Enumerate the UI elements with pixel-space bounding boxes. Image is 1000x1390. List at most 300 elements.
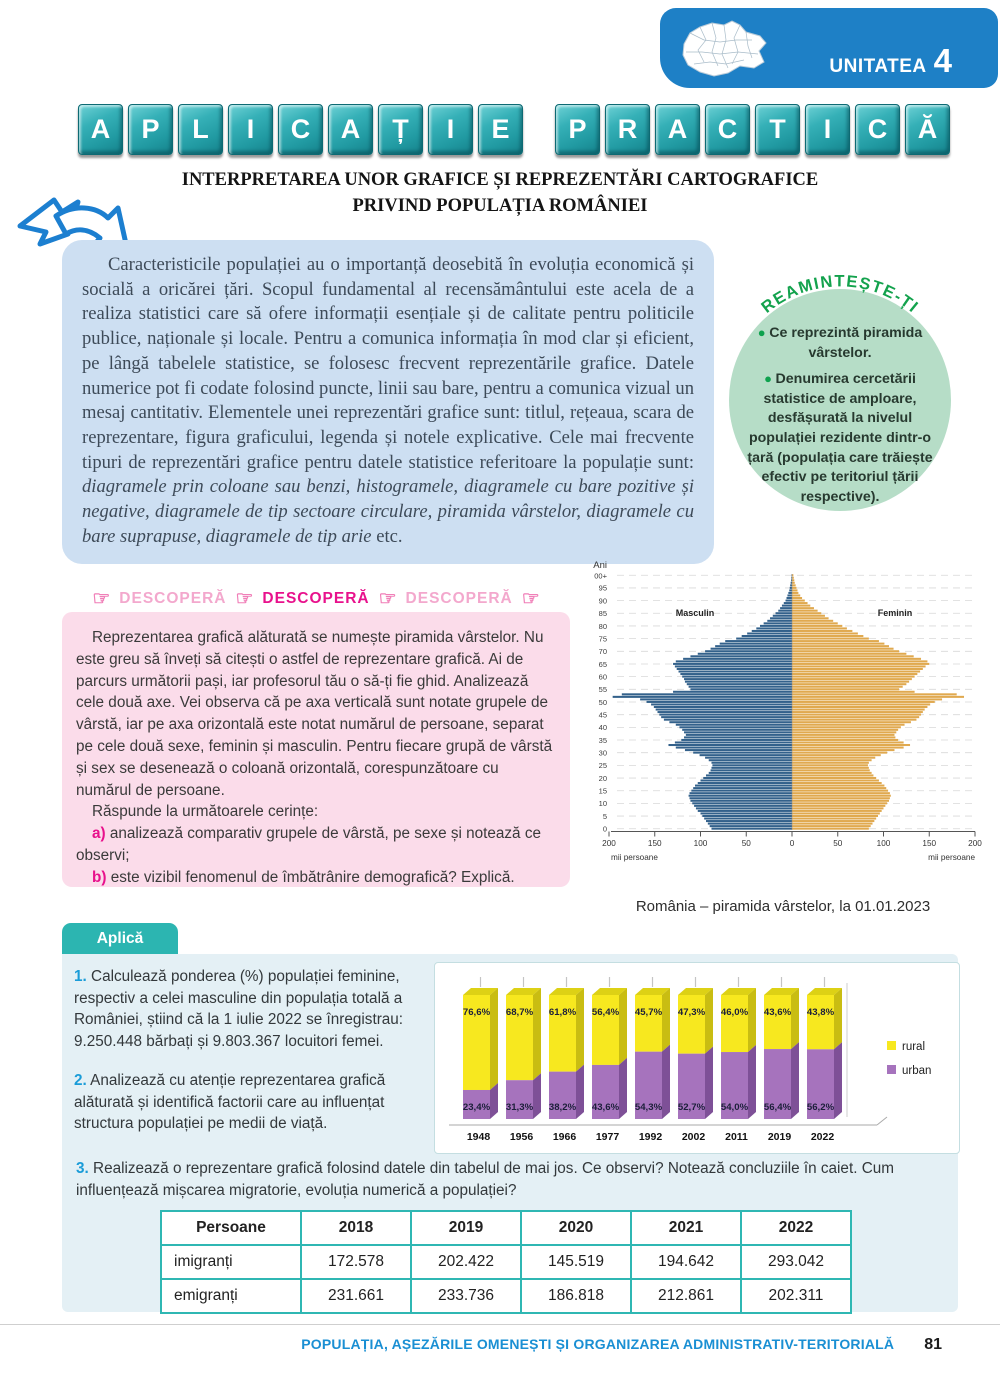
pyramid-bar-feminin — [792, 805, 885, 807]
pyramid-bar-masculin — [687, 683, 792, 685]
pyramid-label: 65 — [598, 659, 607, 669]
pyramid-bar-masculin — [683, 658, 792, 660]
pyramid-bar-masculin — [715, 645, 792, 647]
pyramid-bar-feminin — [792, 653, 906, 655]
table-row-label: emigranți — [161, 1279, 301, 1313]
pyramid-bar-feminin — [792, 779, 879, 781]
pyramid-bar-feminin — [792, 640, 879, 642]
pyramid-bar-masculin — [710, 825, 792, 827]
title-tile: C — [278, 104, 323, 155]
chart-floor-diagonal — [877, 1117, 887, 1125]
urban-percent-label: 52,7% — [677, 1102, 706, 1113]
rural-bar-side — [748, 988, 756, 1052]
remember-title-arc — [700, 252, 980, 372]
pyramid-bar-feminin — [792, 797, 890, 799]
pyramid-bar-masculin — [782, 605, 792, 607]
pyramid-bar-feminin — [792, 757, 875, 759]
pyramid-bar-feminin — [792, 673, 917, 675]
exercise-3-number: 3. — [76, 1160, 89, 1177]
pyramid-bar-feminin — [792, 688, 899, 690]
romania-map-icon — [674, 16, 774, 80]
legend-swatch-rural — [887, 1041, 896, 1050]
pyramid-bar-masculin — [784, 602, 792, 604]
pyramid-bar-feminin — [792, 577, 794, 579]
table-header-cell: Persoane — [161, 1211, 301, 1245]
migration-table — [160, 1210, 852, 1314]
pyramid-bar-masculin — [701, 812, 793, 814]
pyramid-bar-masculin — [654, 706, 792, 708]
pyramid-bar-masculin — [770, 617, 792, 619]
pyramid-bar-masculin — [780, 607, 792, 609]
title-tile: A — [655, 104, 700, 155]
title-tile: C — [855, 104, 900, 155]
urban-bar-side — [705, 1047, 713, 1119]
pyramid-bar-feminin — [792, 594, 800, 596]
bullet-icon: ● — [764, 371, 776, 387]
bar-chart-svg — [435, 963, 957, 1151]
pyramid-bar-masculin — [789, 589, 792, 591]
pyramid-bar-feminin — [792, 643, 884, 645]
pointing-hand-icon: ☞ — [521, 588, 540, 610]
rural-bar — [721, 995, 748, 1052]
title-tile: A — [328, 104, 373, 155]
pyramid-bar-feminin — [792, 777, 876, 779]
pyramid-bar-masculin — [679, 670, 792, 672]
table-cell: 172.578 — [301, 1245, 411, 1279]
urban-percent-label: 54,0% — [720, 1102, 749, 1113]
pyramid-bar-masculin — [675, 741, 792, 743]
aplica-tab: Aplică — [62, 923, 178, 954]
pyramid-bar-feminin — [792, 724, 905, 726]
pyramid-bar-masculin — [711, 767, 792, 769]
pyramid-bar-masculin — [659, 714, 792, 716]
pyramid-bar-feminin — [792, 721, 911, 723]
pyramid-label: 40 — [598, 723, 607, 733]
rural-bar — [635, 995, 662, 1052]
pyramid-bar-masculin — [720, 643, 792, 645]
table-cell: 231.661 — [301, 1279, 411, 1313]
urban-percent-label: 43,6% — [591, 1102, 620, 1113]
title-word-gap — [528, 104, 550, 155]
pyramid-bar-masculin — [790, 584, 792, 586]
pyramid-bar-feminin — [792, 600, 805, 602]
year-label: 1992 — [638, 1131, 663, 1143]
footer-divider — [0, 1324, 1000, 1325]
pyramid-bar-masculin — [690, 792, 792, 794]
pyramid-bar-feminin — [792, 663, 929, 665]
pyramid-bar-masculin — [711, 762, 792, 764]
pyramid-bar-masculin — [701, 779, 793, 781]
table-cell: 233.736 — [411, 1279, 521, 1313]
pyramid-bar-feminin — [792, 696, 964, 698]
year-label: 2019 — [767, 1131, 792, 1143]
pyramid-label: Ani — [593, 560, 607, 571]
rural-percent-label: 43,6% — [763, 1007, 792, 1018]
year-label: 2011 — [725, 1131, 748, 1143]
pyramid-bar-masculin — [677, 668, 792, 670]
pyramid-bar-feminin — [792, 716, 919, 718]
pyramid-bar-feminin — [792, 693, 957, 695]
descopera-label: DESCOPERĂ — [262, 590, 370, 607]
descopera-label: DESCOPERĂ — [405, 590, 513, 607]
urban-bar-side — [533, 1073, 541, 1119]
rural-percent-label: 45,7% — [634, 1007, 663, 1018]
pyramid-bar-feminin — [792, 686, 903, 688]
rural-percent-label: 56,4% — [591, 1007, 620, 1018]
pyramid-bar-feminin — [792, 802, 887, 804]
item-a-label: a) — [92, 825, 106, 843]
pyramid-bar-feminin — [792, 605, 810, 607]
descopera-strip — [62, 589, 570, 609]
pyramid-bar-feminin — [792, 731, 896, 733]
pyramid-bar-masculin — [690, 688, 792, 690]
pyramid-bar-masculin — [673, 663, 792, 665]
pyramid-label: 20 — [598, 773, 607, 783]
urban-bar-side — [619, 1058, 627, 1119]
footer — [0, 1336, 942, 1354]
pyramid-bar-masculin — [711, 769, 792, 771]
rural-bar — [592, 995, 619, 1065]
pyramid-bar-feminin — [792, 622, 838, 624]
pyramid-bar-feminin — [792, 726, 901, 728]
pyramid-label: Feminin — [877, 608, 913, 618]
pyramid-bar-feminin — [792, 815, 878, 817]
pyramid-bar-masculin — [689, 795, 792, 797]
title-tile: R — [605, 104, 650, 155]
pyramid-bar-feminin — [792, 620, 833, 622]
pyramid-bar-feminin — [792, 681, 909, 683]
pyramid-bar-feminin — [792, 676, 915, 678]
title-tile: A — [78, 104, 123, 155]
urban-bar-side — [662, 1045, 670, 1119]
pyramid-bar-masculin — [682, 729, 792, 731]
pyramid-bar-masculin — [706, 774, 792, 776]
title-tile: L — [178, 104, 223, 155]
pyramid-label: 50 — [598, 697, 607, 707]
legend-swatch-urban — [887, 1065, 896, 1074]
exercise-2-text: Analizează cu atenție reprezentarea grafică alăturată și identifică factorii care au influențat structura populației pe medii de viață. — [74, 1072, 386, 1133]
pyramid-bar-feminin — [792, 632, 858, 634]
pyramid-bar-feminin — [792, 800, 889, 802]
pyramid-bar-feminin — [792, 729, 898, 731]
pyramid-bar-feminin — [792, 828, 869, 830]
pointing-hand-icon: ☞ — [378, 588, 397, 610]
pyramid-bar-feminin — [792, 772, 872, 774]
pyramid-label: 90 — [598, 596, 607, 606]
pyramid-bar-feminin — [792, 747, 904, 749]
remember-item: ● Denumirea cercetării statistice de amploare, desfășurată la nivelul populației rezidente dintr-o țară (populația care trăiește efectiv pe teritoriul țării respective). — [747, 371, 933, 505]
pyramid-label: 30 — [598, 748, 607, 758]
pyramid-label: 85 — [598, 609, 607, 619]
pyramid-bar-feminin — [792, 589, 797, 591]
table-cell: 186.818 — [521, 1279, 631, 1313]
pyramid-label: 5 — [602, 811, 607, 821]
pyramid-bar-masculin — [664, 719, 792, 721]
legend-label-rural: rural — [902, 1041, 926, 1053]
urban-percent-label: 31,3% — [505, 1102, 534, 1113]
pointing-hand-icon: ☞ — [92, 588, 111, 610]
pyramid-bar-masculin — [681, 739, 792, 741]
pyramid-bar-masculin — [675, 665, 792, 667]
rural-percent-label: 76,6% — [462, 1007, 491, 1018]
pyramid-bar-masculin — [694, 805, 792, 807]
pyramid-bar-feminin — [792, 782, 882, 784]
pyramid-label: Masculin — [675, 608, 715, 618]
pyramid-bar-masculin — [705, 757, 792, 759]
pyramid-bar-feminin — [792, 602, 808, 604]
rural-bar-side — [705, 988, 713, 1054]
pyramid-bar-masculin — [773, 615, 792, 617]
rural-bar-side — [619, 988, 627, 1065]
pyramid-bar-masculin — [684, 736, 792, 738]
table-header-cell: 2022 — [741, 1211, 851, 1245]
pyramid-bar-feminin — [792, 792, 890, 794]
rural-bar — [807, 995, 834, 1049]
urban-percent-label: 54,3% — [634, 1102, 663, 1113]
pyramid-bar-masculin — [790, 587, 792, 589]
pyramid-bar-masculin — [752, 630, 792, 632]
pyramid-bar-feminin — [792, 648, 894, 650]
table-cell: 212.861 — [631, 1279, 741, 1313]
pyramid-bar-feminin — [792, 635, 863, 637]
pyramid-label: 0 — [602, 824, 607, 834]
pyramid-bar-masculin — [640, 698, 792, 700]
pyramid-bar-feminin — [792, 810, 882, 812]
table-cell: 293.042 — [741, 1245, 851, 1279]
pyramid-label: 55 — [598, 685, 607, 695]
pyramid-bar-feminin — [792, 787, 886, 789]
pyramid-label: 50 — [741, 839, 751, 848]
pyramid-bar-masculin — [709, 759, 792, 761]
pyramid-bar-masculin — [673, 691, 792, 693]
pyramid-bar-feminin — [792, 660, 927, 662]
rural-percent-label: 47,3% — [677, 1007, 706, 1018]
title-tile: I — [228, 104, 273, 155]
pyramid-bar-masculin — [704, 818, 792, 820]
pyramid-label: 50 — [833, 839, 843, 848]
title-tile: T — [755, 104, 800, 155]
pyramid-bar-feminin — [792, 752, 887, 754]
pyramid-bar-masculin — [711, 648, 792, 650]
pyramid-bar-masculin — [668, 744, 792, 746]
pyramid-bar-masculin — [680, 673, 792, 675]
pyramid-label: 150 — [647, 839, 662, 848]
pyramid-bar-masculin — [736, 638, 792, 640]
footer-title: POPULAȚIA, AȘEZĂRILE OMENEȘTI ȘI ORGANIZAREA ADMINISTRATIV-TERITORIALĂ — [301, 1336, 895, 1352]
pyramid-bar-masculin — [709, 772, 792, 774]
pyramid-bar-masculin — [693, 787, 792, 789]
pyramid-bar-masculin — [703, 777, 792, 779]
urban-percent-label: 56,2% — [806, 1102, 835, 1113]
pyramid-label: mii persoane — [928, 853, 975, 862]
pyramid-bar-feminin — [792, 759, 872, 761]
pyramid-bar-masculin — [725, 640, 792, 642]
page-number: 81 — [924, 1336, 942, 1353]
pyramid-bar-masculin — [776, 612, 792, 614]
pyramid-bar-feminin — [792, 785, 884, 787]
pyramid-bar-masculin — [705, 650, 792, 652]
pyramid-bar-masculin — [657, 711, 792, 713]
pyramid-bar-masculin — [696, 807, 792, 809]
pyramid-bar-feminin — [792, 807, 884, 809]
pyramid-bar-masculin — [656, 709, 792, 711]
intro-segment: Caracteristicile populației au o importanță deosebită în evoluția economică și socială a oricărei țări. Scopul fundamental al recensământului este acela de a realiza statistici care să ofere informații esențiale și de calitate pentru politicile publice, naționale și locale. Pentru a comunica informația în mod clar și eficient, pe lângă tabelele statistice, se folosesc frecvent reprezentările grafice. Datele numerice pot fi codate folosind puncte, linii sau bare, pentru a comunica vizual un mesaj cantitativ. Elementele unei reprezentări grafice sunt: titlul, rețeaua, scara de reprezentare, figura graficului, legenda și notele explicative. Cele mai frecvente tipuri de reprezentări grafice pentru datele statistice referitoare la populație sunt: — [82, 254, 694, 473]
title-tile: C — [705, 104, 750, 155]
unit-number: 4 — [933, 42, 952, 79]
urban-bar-side — [576, 1065, 584, 1119]
pyramid-bar-feminin — [792, 612, 821, 614]
intro-text-box — [62, 240, 714, 564]
pyramid-bar-feminin — [792, 701, 935, 703]
pyramid-bar-feminin — [792, 617, 829, 619]
pyramid-bar-feminin — [792, 734, 894, 736]
title-tile: E — [478, 104, 523, 155]
table-row-label: imigranți — [161, 1245, 301, 1279]
descopera-label: DESCOPERĂ — [119, 590, 227, 607]
rural-bar-side — [662, 988, 670, 1052]
pyramid-bar-feminin — [792, 739, 898, 741]
urban-bar-side — [834, 1042, 842, 1119]
title-tile: Ț — [378, 104, 423, 155]
urban-percent-label: 38,2% — [548, 1102, 577, 1113]
year-label: 2002 — [681, 1131, 706, 1143]
pyramid-svg — [577, 558, 989, 870]
pyramid-bar-feminin — [792, 584, 796, 586]
pyramid-bar-feminin — [792, 630, 852, 632]
pyramid-bar-feminin — [792, 825, 871, 827]
population-pyramid-chart — [577, 558, 989, 870]
pyramid-bar-feminin — [792, 769, 870, 771]
table-header-cell: 2018 — [301, 1211, 411, 1245]
pyramid-bar-masculin — [684, 731, 792, 733]
pyramid-label: 75 — [598, 634, 607, 644]
urban-bar-side — [791, 1042, 799, 1119]
table-header-cell: 2020 — [521, 1211, 631, 1245]
exercise-1-text: Calculează ponderea (%) populației feminine, respectiv a celei masculine din populația totală a României, știind că la 1 iulie 2022 se înregistrau: 9.250.448 bărbați și 9.803.367 locuitori femei. — [74, 968, 404, 1050]
pyramid-bar-masculin — [698, 810, 792, 812]
rural-bar — [678, 995, 705, 1054]
pyramid-bar-masculin — [742, 635, 792, 637]
pyramid-bar-feminin — [792, 706, 927, 708]
pyramid-bar-feminin — [792, 683, 906, 685]
pyramid-bar-feminin — [792, 579, 794, 581]
pyramid-bar-masculin — [676, 747, 792, 749]
pyramid-bar-masculin — [712, 764, 792, 766]
pyramid-bar-masculin — [661, 716, 792, 718]
rural-bar-side — [490, 988, 498, 1090]
pyramid-label: 25 — [598, 761, 607, 771]
year-label: 1956 — [509, 1131, 534, 1143]
table-cell: 194.642 — [631, 1245, 741, 1279]
pyramid-bar-feminin — [792, 670, 920, 672]
pyramid-bar-masculin — [708, 823, 792, 825]
urban-bar — [506, 1080, 533, 1119]
pyramid-bar-feminin — [792, 655, 914, 657]
title-tile: I — [805, 104, 850, 155]
year-label: 1948 — [466, 1131, 491, 1143]
pointing-hand-icon: ☞ — [235, 588, 254, 610]
pyramid-bar-masculin — [689, 686, 792, 688]
pyramid-bar-masculin — [686, 734, 792, 736]
pyramid-bar-masculin — [778, 610, 792, 612]
item-b-label: b) — [92, 868, 107, 886]
pyramid-bar-feminin — [792, 744, 910, 746]
rural-bar — [764, 995, 791, 1049]
pyramid-bar-masculin — [787, 594, 792, 596]
pyramid-bar-masculin — [690, 655, 792, 657]
pyramid-bar-masculin — [692, 802, 792, 804]
item-a-text: analizează comparativ grupele de vârstă, pe sexe și notează ce observi; — [76, 825, 541, 864]
title-tile: P — [555, 104, 600, 155]
pyramid-label: 00+ — [594, 571, 607, 581]
pyramid-bar-feminin — [792, 698, 942, 700]
legend-label-urban: urban — [902, 1065, 932, 1077]
pyramid-bar-feminin — [792, 762, 869, 764]
pyramid-label: 10 — [598, 799, 607, 809]
pyramid-label: 150 — [922, 839, 937, 848]
pyramid-bar-feminin — [792, 691, 915, 693]
bullet-icon: ● — [757, 325, 770, 340]
title-tile: Ă — [905, 104, 950, 155]
page-title — [78, 104, 950, 155]
item-b-text: este vizibil fenomenul de îmbătrânire demografică? Explică. — [110, 868, 515, 886]
pyramid-bar-masculin — [690, 800, 792, 802]
remember-item: ● Ce reprezintă piramida vârstelor. — [757, 325, 923, 361]
pyramid-bar-feminin — [792, 736, 895, 738]
pyramid-bar-feminin — [792, 790, 888, 792]
pyramid-bar-feminin — [792, 818, 876, 820]
pyramid-label: 45 — [598, 710, 607, 720]
pyramid-bar-masculin — [788, 592, 792, 594]
subtitle-line-1: INTERPRETAREA UNOR GRAFICE ȘI REPREZENTĂRI CARTOGRAFICE — [181, 170, 819, 190]
rural-bar-side — [834, 988, 842, 1049]
pyramid-bar-masculin — [651, 703, 792, 705]
pyramid-bar-feminin — [792, 610, 818, 612]
urban-bar-side — [748, 1045, 756, 1119]
pyramid-bar-feminin — [792, 627, 847, 629]
pyramid-label: 35 — [598, 735, 607, 745]
pyramid-bar-masculin — [747, 632, 792, 634]
pyramid-bar-feminin — [792, 812, 880, 814]
urban-percent-label: 23,4% — [462, 1102, 491, 1113]
pyramid-bar-feminin — [792, 587, 797, 589]
pyramid-bar-masculin — [787, 597, 792, 599]
pyramid-bar-masculin — [711, 828, 792, 830]
unit-header — [660, 8, 998, 88]
rural-percent-label: 61,8% — [548, 1007, 577, 1018]
exercise-2-number: 2. — [74, 1072, 87, 1089]
pyramid-bar-feminin — [792, 592, 798, 594]
pyramid-bar-masculin — [706, 820, 792, 822]
pyramid-bar-feminin — [792, 678, 912, 680]
pyramid-bar-masculin — [676, 660, 792, 662]
pyramid-label: 15 — [598, 786, 607, 796]
discover-prompt: Răspunde la următoarele cerințe: — [92, 803, 319, 821]
title-tile: I — [428, 104, 473, 155]
rural-bar-side — [791, 988, 799, 1049]
rural-percent-label: 68,7% — [505, 1007, 534, 1018]
table-cell: 202.311 — [741, 1279, 851, 1313]
pyramid-bar-masculin — [691, 790, 792, 792]
exercise-2 — [74, 1070, 428, 1135]
pyramid-bar-masculin — [702, 815, 792, 817]
pyramid-bar-masculin — [756, 627, 792, 629]
year-label: 1966 — [552, 1131, 577, 1143]
pyramid-label: 70 — [598, 647, 607, 657]
pyramid-bar-masculin — [669, 721, 792, 723]
table-header-row — [161, 1211, 851, 1245]
pyramid-bar-feminin — [792, 823, 873, 825]
